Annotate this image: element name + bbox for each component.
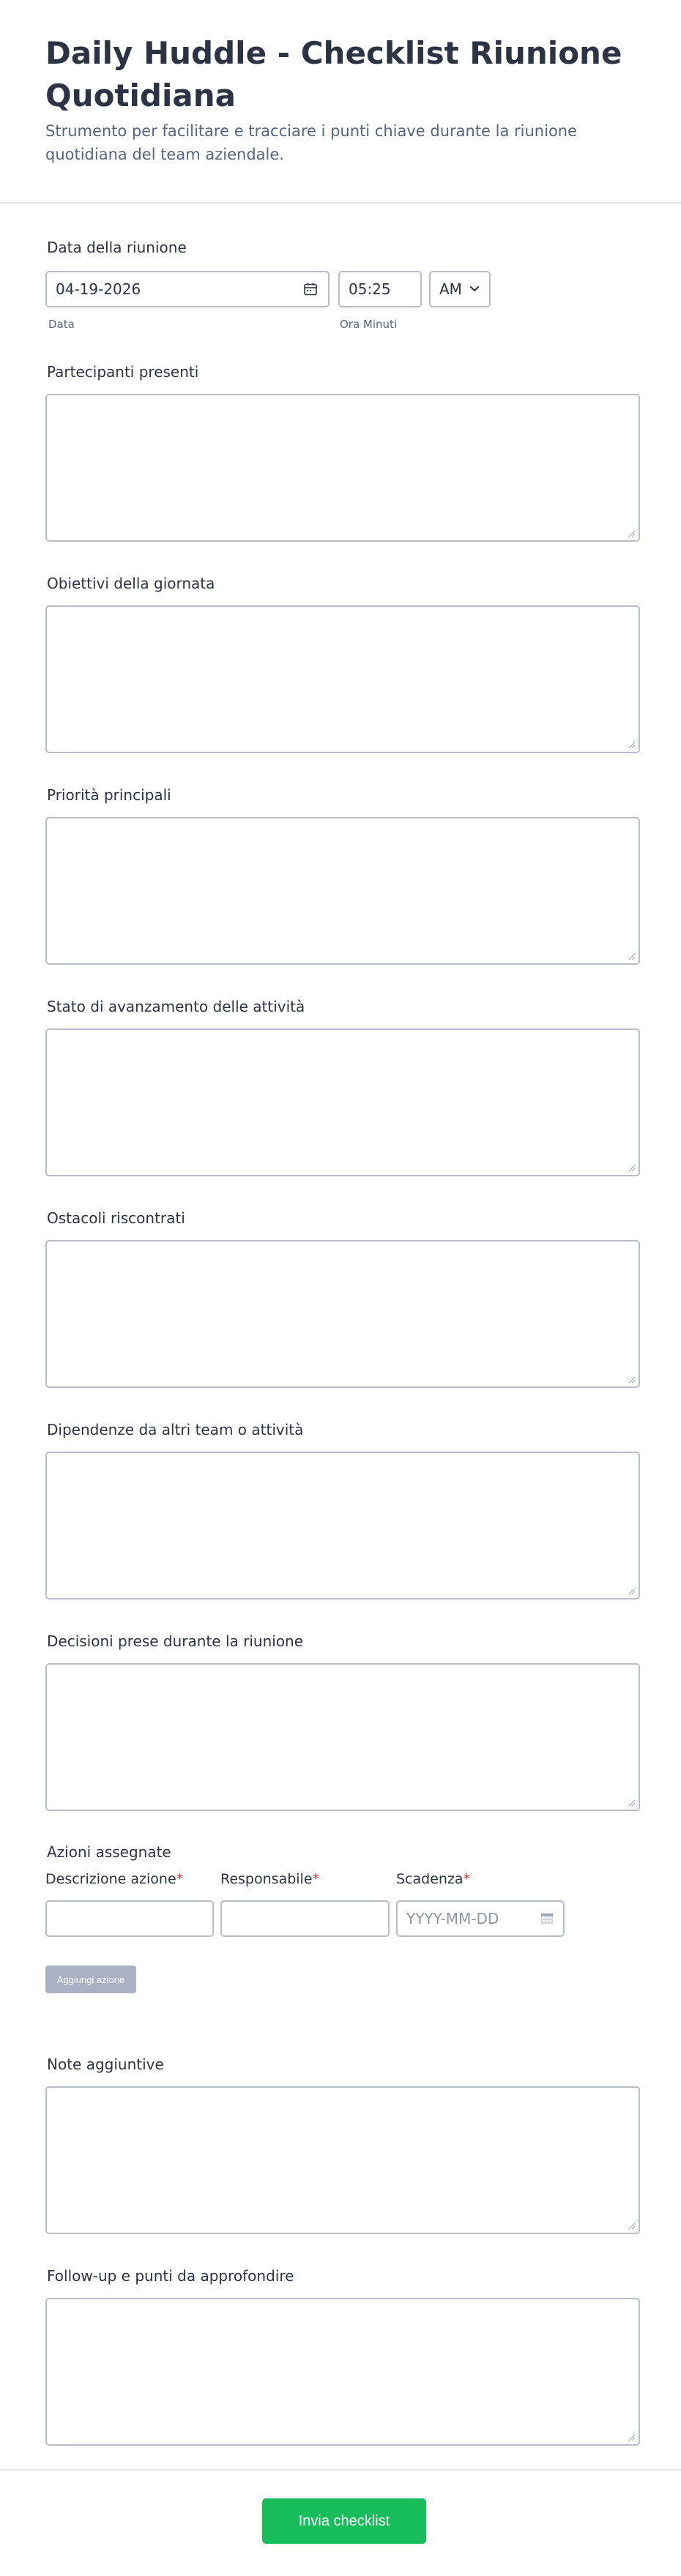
required-mark: * [463,1871,471,1887]
resize-grip-icon[interactable] [627,952,636,960]
required-mark: * [312,1871,320,1887]
scadenza-input[interactable] [396,1900,565,1937]
descrizione-input[interactable] [45,1900,214,1937]
followup-textarea[interactable] [45,2298,640,2446]
partecipanti-label: Partecipanti presenti [47,363,199,381]
resize-grip-icon[interactable] [627,740,636,749]
submit-button[interactable]: Invia checklist [262,2498,426,2544]
time-input[interactable] [338,271,422,307]
azioni-label: Azioni assegnate [47,1843,171,1861]
date-value: 04-19-2026 [56,280,141,298]
stato-textarea[interactable] [45,1028,640,1176]
obiettivi-label: Obiettivi della giornata [47,575,215,592]
followup-label: Follow-up e punti da approfondire [47,2267,294,2285]
resize-grip-icon[interactable] [627,1586,636,1595]
stato-label: Stato di avanzamento delle attività [47,998,305,1015]
resize-grip-icon[interactable] [627,1163,636,1172]
col-responsabile-text: Responsabile [220,1871,313,1887]
required-mark: * [176,1871,184,1887]
date-input[interactable] [45,271,330,307]
col-descrizione-label [45,1871,183,1887]
ostacoli-textarea[interactable] [45,1240,640,1388]
responsabile-input[interactable] [220,1900,390,1937]
meeting-date-label: Data della riunione [47,239,187,256]
col-responsabile-label [220,1871,319,1887]
decisioni-label: Decisioni prese durante la riunione [47,1632,304,1650]
calendar-icon[interactable] [303,282,318,296]
time-value: 05:25 [349,280,391,298]
dipendenze-label: Dipendenze da altri team o attività [47,1421,304,1438]
note-textarea[interactable] [45,2086,640,2234]
partecipanti-textarea[interactable] [45,394,640,542]
calendar-grid-icon[interactable] [540,1911,554,1926]
ampm-select[interactable] [429,271,491,307]
time-sublabel: Ora Minuti [340,318,398,331]
dipendenze-textarea[interactable] [45,1452,640,1599]
resize-grip-icon[interactable] [627,1375,636,1384]
form-title: Daily Huddle - Checklist Riunione Quotidiana [45,35,622,113]
form-subtitle: Strumento per facilitare e tracciare i punti chiave durante la riunione quotidiana del team aziendale. [45,122,578,163]
chevron-down-icon [469,283,480,294]
col-scadenza-label [396,1871,470,1887]
ampm-value: AM [439,280,462,298]
resize-grip-icon[interactable] [627,1798,636,1807]
priorita-label: Priorità principali [47,786,171,804]
resize-grip-icon[interactable] [627,2433,636,2441]
resize-grip-icon[interactable] [627,529,636,537]
col-scadenza-text: Scadenza [396,1871,464,1887]
scadenza-placeholder: YYYY-MM-DD [406,1910,499,1927]
add-action-button[interactable]: Aggiungi azione [45,1965,136,1993]
col-descrizione-text: Descrizione azione [45,1871,176,1887]
note-label: Note aggiuntive [47,2056,164,2073]
date-sublabel: Data [48,318,75,331]
ostacoli-label: Ostacoli riscontrati [47,1209,185,1227]
priorita-textarea[interactable] [45,817,640,965]
decisioni-textarea[interactable] [45,1663,640,1811]
form-header [0,0,681,204]
resize-grip-icon[interactable] [627,2221,636,2230]
obiettivi-textarea[interactable] [45,605,640,753]
